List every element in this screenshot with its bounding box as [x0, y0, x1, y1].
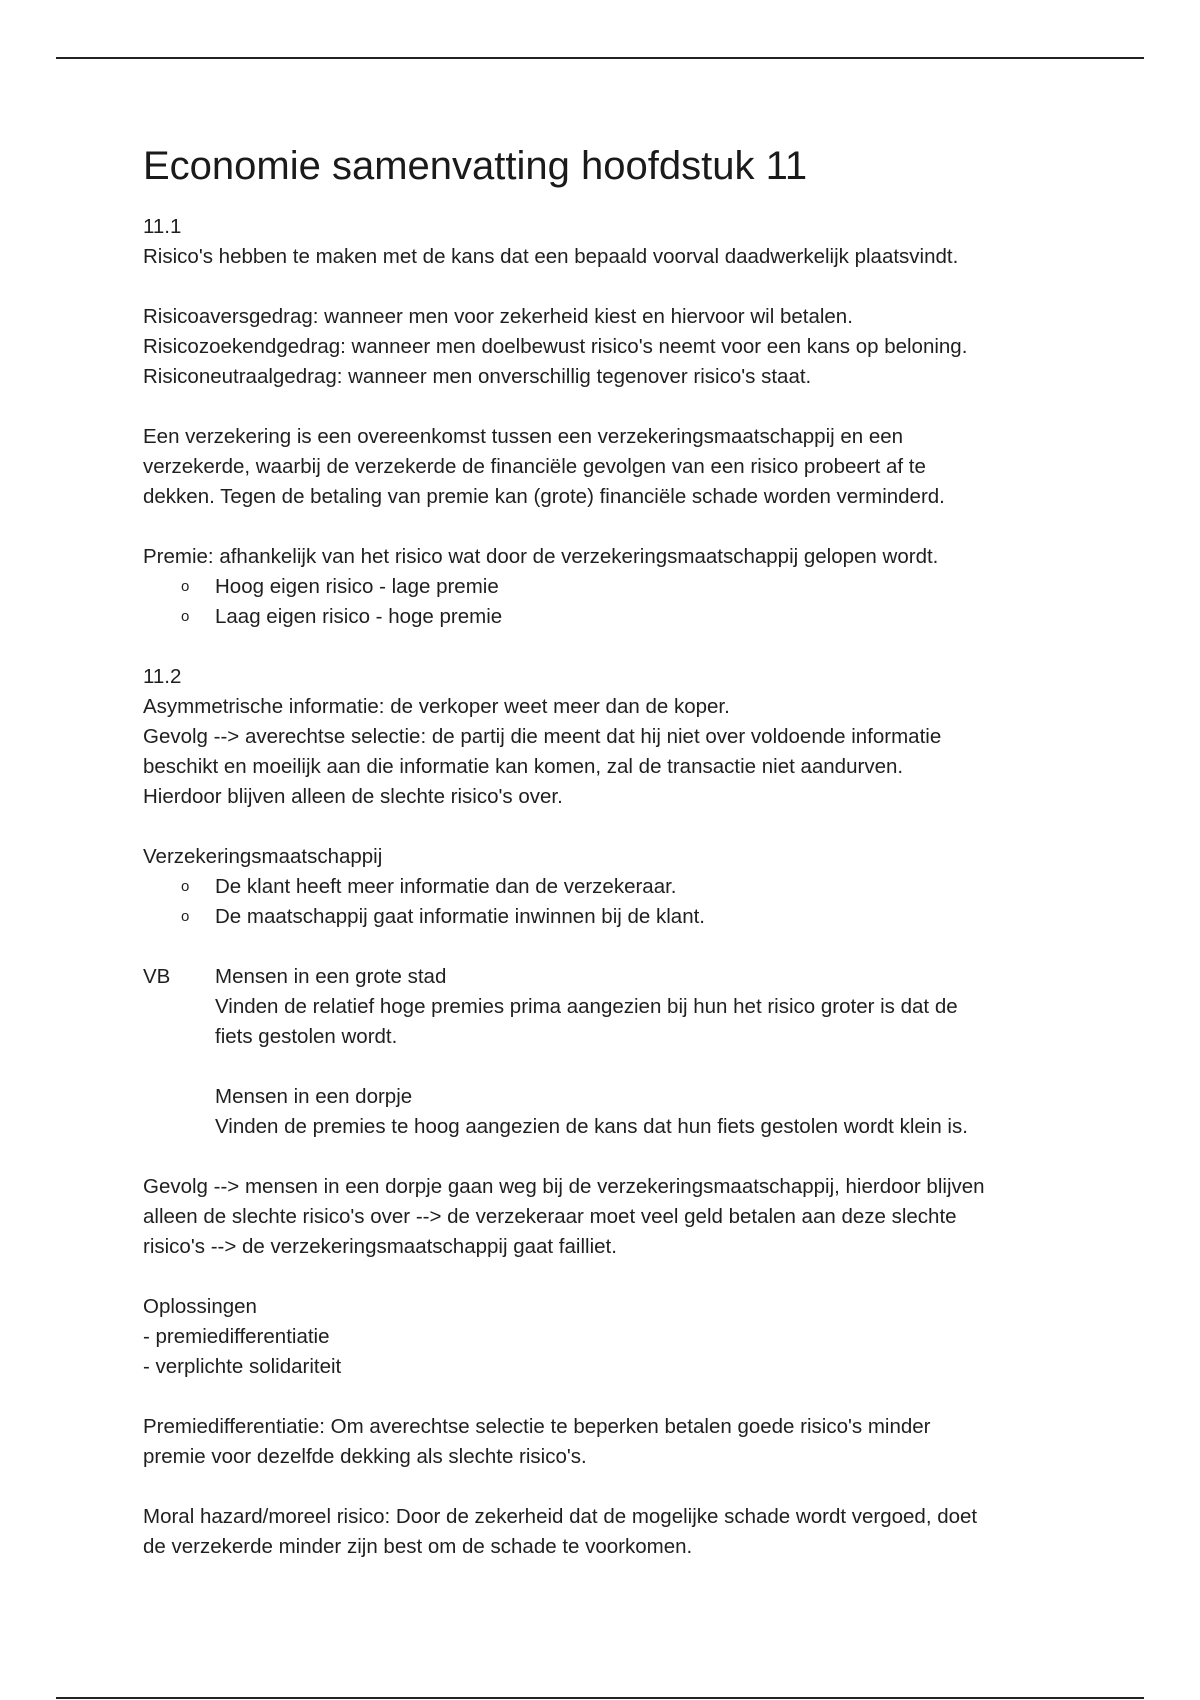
paragraph-line: Premiedifferentiatie: Om averechtse selectie te beperken betalen goede risico's minder	[143, 1415, 931, 1438]
example-label: VB	[143, 965, 171, 988]
example-heading: Mensen in een dorpje	[215, 1085, 413, 1108]
circle-bullet-icon: o	[181, 578, 190, 595]
example-heading: Mensen in een grote stad	[215, 965, 447, 988]
paragraph-line: Vinden de relatief hoge premies prima aangezien bij hun het risico groter is dat de	[215, 995, 958, 1018]
list-item-text: De maatschappij gaat informatie inwinnen bij de klant.	[215, 905, 705, 928]
top-rule	[56, 57, 1144, 59]
paragraph-line: beschikt en moeilijk aan die informatie kan komen, zal de transactie niet aandurven.	[143, 755, 904, 778]
circle-bullet-icon: o	[181, 608, 190, 625]
insurer-bullet-list	[143, 872, 1073, 932]
section-heading-11-1: 11.1	[143, 215, 182, 238]
example-block	[143, 962, 1073, 1142]
circle-bullet-icon: o	[181, 878, 190, 895]
list-item: - premiedifferentiatie	[143, 1325, 330, 1348]
paragraph-line: alleen de slechte risico's over --> de verzekeraar moet veel geld betalen aan deze slechte	[143, 1205, 957, 1228]
list-item	[143, 572, 1073, 602]
paragraph-line: premie voor dezelfde dekking als slechte risico's.	[143, 1445, 587, 1468]
paragraph-line: fiets gestolen wordt.	[215, 1025, 398, 1048]
paragraph-line: de verzekerde minder zijn best om de schade te voorkomen.	[143, 1535, 693, 1558]
paragraph-line: Verzekeringsmaatschappij	[143, 845, 383, 868]
list-item-text: Hoog eigen risico - lage premie	[215, 575, 499, 598]
premium-bullet-list	[143, 572, 1073, 632]
paragraph-line: Hierdoor blijven alleen de slechte risico's over.	[143, 785, 563, 808]
paragraph-line: Gevolg --> mensen in een dorpje gaan weg bij de verzekeringsmaatschappij, hierdoor blijven	[143, 1175, 985, 1198]
list-item: - verplichte solidariteit	[143, 1355, 342, 1378]
list-item	[143, 872, 1073, 902]
paragraph-line: Een verzekering is een overeenkomst tussen een verzekeringsmaatschappij en een	[143, 425, 904, 448]
page-title: Economie samenvatting hoofdstuk 11	[143, 144, 808, 188]
paragraph-line: Gevolg --> averechtse selectie: de partij die meent dat hij niet over voldoende informatie	[143, 725, 942, 748]
circle-bullet-icon: o	[181, 908, 190, 925]
list-item-text: Laag eigen risico - hoge premie	[215, 605, 503, 628]
solutions-heading: Oplossingen	[143, 1295, 257, 1318]
section-heading-11-2: 11.2	[143, 665, 182, 688]
list-item	[143, 602, 1073, 632]
paragraph-line: Moral hazard/moreel risico: Door de zekerheid dat de mogelijke schade wordt vergoed, doet	[143, 1505, 978, 1528]
paragraph-line: verzekerde, waarbij de verzekerde de financiële gevolgen van een risico probeert af te	[143, 455, 926, 478]
paragraph-line: Risicoaversgedrag: wanneer men voor zekerheid kiest en hiervoor wil betalen.	[143, 305, 853, 328]
paragraph-line: Asymmetrische informatie: de verkoper weet meer dan de koper.	[143, 695, 730, 718]
paragraph-line: Premie: afhankelijk van het risico wat door de verzekeringsmaatschappij gelopen wordt.	[143, 545, 939, 568]
bottom-rule	[56, 1697, 1144, 1699]
list-item-text: De klant heeft meer informatie dan de verzekeraar.	[215, 875, 677, 898]
paragraph-line: risico's --> de verzekeringsmaatschappij gaat failliet.	[143, 1235, 617, 1258]
list-item	[143, 902, 1073, 932]
paragraph-line: Risiconeutraalgedrag: wanneer men onverschillig tegenover risico's staat.	[143, 365, 812, 388]
paragraph-line: Vinden de premies te hoog aangezien de kans dat hun fiets gestolen wordt klein is.	[215, 1115, 968, 1138]
paragraph-line: dekken. Tegen de betaling van premie kan (grote) financiële schade worden verminderd.	[143, 485, 945, 508]
paragraph-line: Risicozoekendgedrag: wanneer men doelbewust risico's neemt voor een kans op beloning.	[143, 335, 968, 358]
document-body	[143, 140, 1073, 1562]
paragraph-intro: Risico's hebben te maken met de kans dat een bepaald voorval daadwerkelijk plaatsvindt.	[143, 245, 959, 268]
